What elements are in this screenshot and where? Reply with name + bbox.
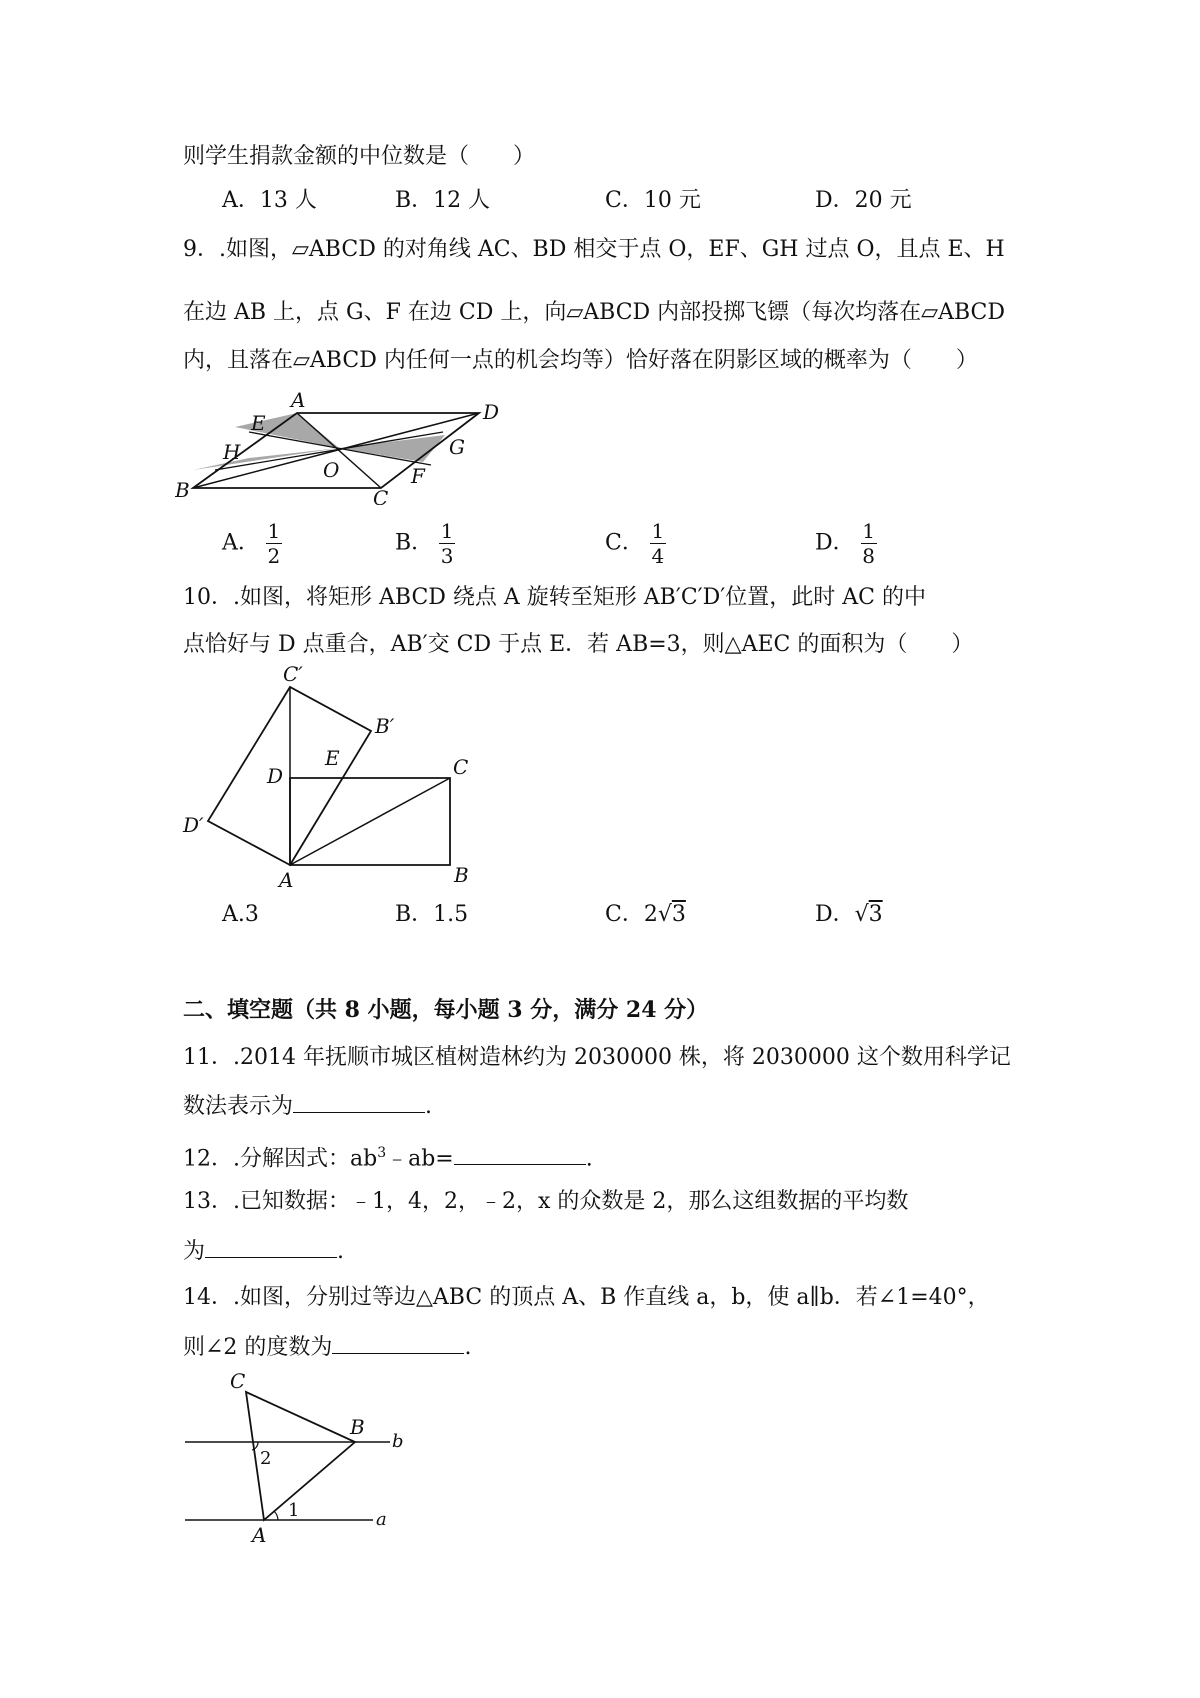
label-B: B — [454, 863, 469, 887]
q12-blank[interactable] — [454, 1142, 586, 1165]
q9-option-a: A． $\frac{1}{2}$ — [222, 519, 281, 568]
q9-line-1: 9．.如图，▱ABCD 的对角线 AC、BD 相交于点 O，EF、GH 过点 O，且点 E、H — [183, 237, 1005, 262]
shade-2 — [193, 448, 339, 470]
label-H: H — [223, 440, 241, 464]
q9-line-2: 在边 AB 上，点 G、F 在边 CD 上，向▱ABCD 内部投掷飞镖（每次均落在▱ABCD — [183, 300, 1006, 325]
label-G: G — [449, 435, 465, 459]
label-A: A — [252, 1523, 267, 1547]
q11-line-2: 数法表示为 . — [183, 1090, 432, 1122]
label-C: C — [453, 755, 469, 779]
q9-line-3: 内，且落在▱ABCD 内任何一点的机会均等）恰好落在阴影区域的概率为（ ） — [183, 348, 978, 373]
label-b: b — [392, 1431, 404, 1452]
label-D: D — [267, 764, 284, 788]
label-B: B — [350, 1415, 365, 1439]
label-Cp: C′ — [283, 665, 303, 686]
q8-tail: 则学生捐款金额的中位数是（ ） — [183, 144, 536, 169]
label-E: E — [251, 411, 266, 435]
label-A: A — [279, 868, 294, 892]
q13-blank[interactable] — [205, 1235, 337, 1258]
q10-line-1: 10．.如图，将矩形 ABCD 绕点 A 旋转至矩形 AB′C′D′位置，此时 AC 的中 — [183, 585, 926, 610]
label-Bp: B′ — [375, 714, 395, 738]
q12-line: 12．.分解因式：$ab^3﹣ab=$ . — [183, 1138, 593, 1174]
q10-line-2: 点恰好与 D 点重合，AB′交 CD 于点 E．若 AB=3，则△AEC 的面积为（ ） — [183, 632, 974, 657]
q8-option-d: D．20 元 — [815, 188, 912, 213]
q11-line-1: 11．.2014 年抚顺市城区植树造林约为 2030000 株，将 2030000 这个数用科学记 — [183, 1045, 1011, 1070]
q14-line-2: 则∠2 的度数为 . — [183, 1331, 471, 1363]
q13-line-1: 13．.已知数据：﹣1，4，2，﹣2，x 的众数是 2，那么这组数据的平均数 — [183, 1189, 909, 1214]
label-B: B — [175, 478, 190, 502]
q8-option-b: B．12 人 — [395, 188, 491, 213]
label-D: D — [483, 400, 500, 424]
q10-rectangle-figure — [175, 665, 495, 895]
q10-option-c: C．2√3 — [605, 902, 686, 927]
q14-triangle-figure — [180, 1370, 430, 1555]
q11-blank[interactable] — [293, 1090, 425, 1113]
q10-option-d: D．√3 — [815, 902, 883, 927]
q9-parallelogram-figure — [175, 385, 515, 505]
q9-option-b: B． $\frac{1}{3}$ — [395, 519, 454, 568]
label-E: E — [325, 746, 340, 770]
q14-line-1: 14．.如图，分别过等边△ABC 的顶点 A、B 作直线 a，b，使 a∥b．若∠1=40°， — [183, 1285, 990, 1310]
q10-option-b: B．1.5 — [395, 902, 469, 927]
label-A: A — [291, 388, 306, 412]
q10-option-a: A.3 — [222, 902, 259, 927]
q13-line-2: 为 . — [183, 1235, 344, 1267]
q9-option-c: C． $\frac{1}{4}$ — [605, 519, 665, 568]
q8-option-c: C．10 元 — [605, 188, 701, 213]
q8-option-a: A．13 人 — [222, 188, 317, 213]
label-a: a — [376, 1509, 387, 1530]
label-C: C — [373, 486, 389, 505]
q14-blank[interactable] — [332, 1331, 464, 1354]
label-O: O — [323, 458, 340, 482]
label-C: C — [230, 1370, 246, 1393]
label-angle-2: 2 — [260, 1448, 272, 1469]
label-F: F — [411, 464, 425, 488]
label-angle-1: 1 — [288, 1500, 300, 1521]
section-2-title: 二、填空题（共 8 小题，每小题 3 分，满分 24 分） — [183, 997, 709, 1023]
label-Dp: D′ — [183, 813, 204, 837]
q9-option-d: D． $\frac{1}{8}$ — [815, 519, 875, 568]
